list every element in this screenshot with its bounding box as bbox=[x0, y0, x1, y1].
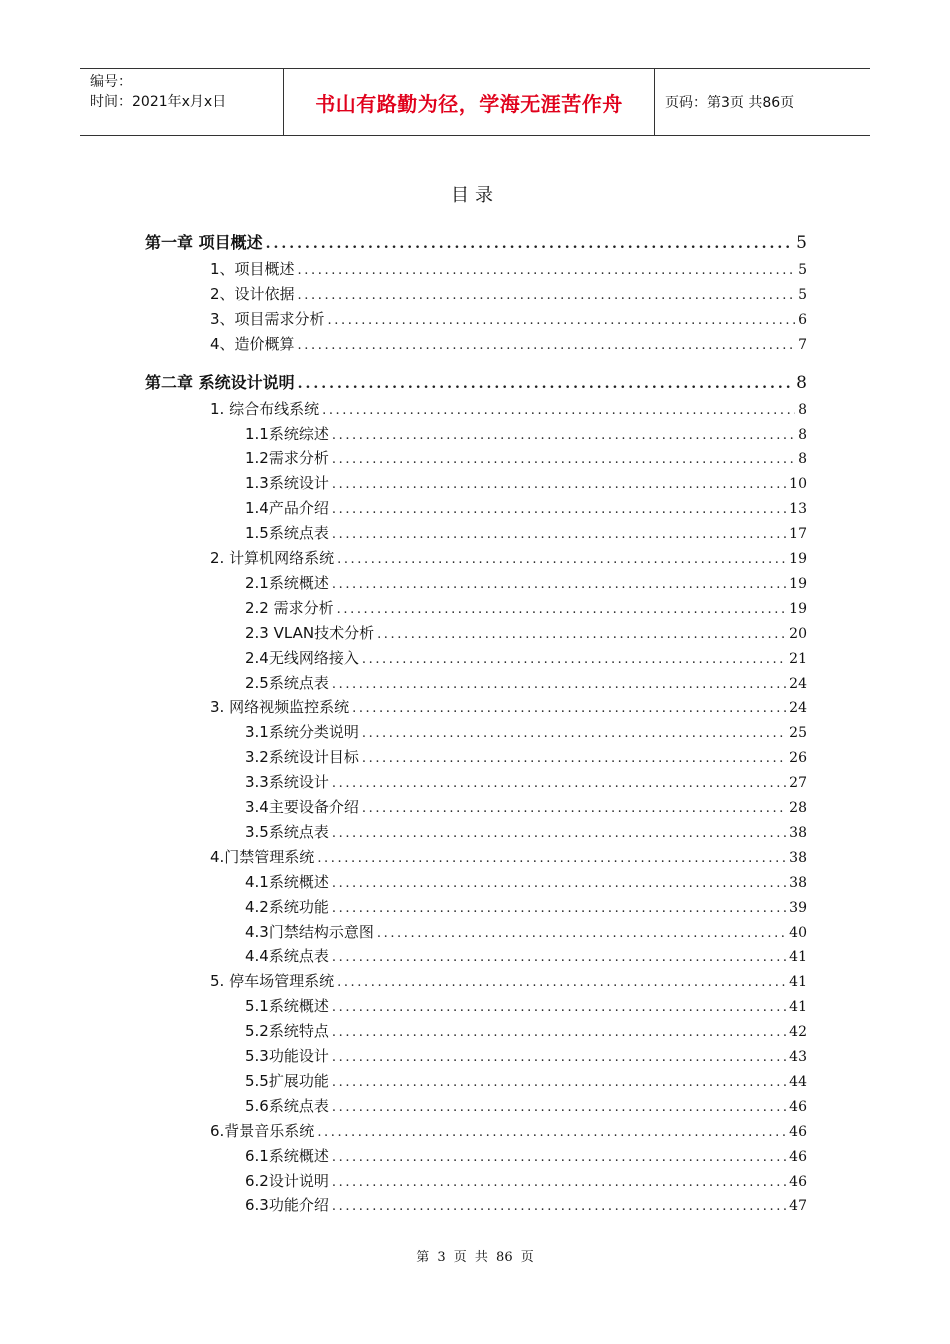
toc-entry-text: 3、项目需求分析 bbox=[210, 309, 325, 328]
toc-entry-page: 24 bbox=[789, 700, 807, 717]
toc-entry[interactable] bbox=[245, 770, 807, 795]
toc-entry-page: 38 bbox=[789, 874, 807, 891]
toc-dot-leader bbox=[332, 871, 786, 896]
toc-entry[interactable] bbox=[245, 671, 807, 696]
toc-entry[interactable] bbox=[245, 745, 807, 770]
toc-dot-leader bbox=[332, 1194, 786, 1219]
toc-entry[interactable] bbox=[210, 845, 807, 870]
toc-entry-text: 6.1系统概述 bbox=[245, 1146, 329, 1165]
toc-dot-leader bbox=[362, 746, 786, 771]
toc-entry-text: 4.3门禁结构示意图 bbox=[245, 922, 374, 941]
toc-entry-text: 1.1系统综述 bbox=[245, 424, 329, 443]
toc-entry-page: 40 bbox=[789, 924, 807, 941]
header-motto: 书山有路勤为径，学海无涯苦作舟 bbox=[283, 69, 655, 135]
toc-entry[interactable] bbox=[210, 546, 807, 571]
toc-entry-text: 1.4产品介绍 bbox=[245, 499, 329, 518]
toc-entry[interactable] bbox=[210, 307, 807, 332]
page-footer: 第 3 页 共 86 页 bbox=[416, 1250, 534, 1265]
toc-dot-leader bbox=[362, 647, 786, 672]
toc-entry-text: 3.5系统点表 bbox=[245, 822, 329, 841]
toc-entry-text: 2. 计算机网络系统 bbox=[210, 549, 335, 567]
toc-dot-leader bbox=[317, 1120, 786, 1145]
toc-entry[interactable] bbox=[245, 1193, 807, 1218]
toc-dot-leader bbox=[332, 1070, 786, 1095]
document-time-label: 时间：2021年x月x日 bbox=[90, 94, 227, 110]
toc-entry-text: 2、设计依据 bbox=[210, 284, 295, 303]
toc-entry-text: 4.2系统功能 bbox=[245, 897, 329, 916]
toc-dot-leader bbox=[322, 398, 795, 423]
toc-dot-leader bbox=[298, 283, 796, 308]
toc-entry-text: 6.2设计说明 bbox=[245, 1171, 329, 1190]
toc-dot-leader bbox=[332, 572, 786, 597]
toc-entry-page: 6 bbox=[798, 311, 807, 328]
toc-entry[interactable] bbox=[245, 571, 807, 596]
toc-entry-text: 3.3系统设计 bbox=[245, 773, 329, 792]
toc-entry-text: 3.4主要设备介绍 bbox=[245, 798, 359, 816]
toc-dot-leader bbox=[332, 447, 795, 472]
toc-entry[interactable] bbox=[245, 870, 807, 895]
toc-entry-page: 8 bbox=[796, 372, 807, 393]
toc-dot-leader bbox=[352, 696, 786, 721]
toc-entry[interactable] bbox=[245, 920, 807, 945]
toc-entry-text: 2.1系统概述 bbox=[245, 573, 329, 592]
page-header bbox=[80, 68, 870, 136]
toc-entry-text: 1.3系统设计 bbox=[245, 474, 329, 493]
toc-entry-text: 5. 停车场管理系统 bbox=[210, 972, 335, 991]
toc-dot-leader bbox=[332, 522, 786, 547]
toc-entry-text: 6.3功能介绍 bbox=[245, 1196, 329, 1215]
toc-dot-leader bbox=[332, 896, 786, 921]
toc-entry-text: 4、造价概算 bbox=[210, 334, 295, 353]
toc-entry-page: 13 bbox=[789, 501, 807, 518]
toc-entry[interactable] bbox=[245, 944, 807, 969]
toc-entry-page: 8 bbox=[798, 451, 807, 468]
toc-entry-page: 42 bbox=[789, 1024, 807, 1041]
toc-entry-page: 10 bbox=[789, 476, 807, 493]
toc-entry[interactable] bbox=[245, 621, 807, 646]
toc-entry[interactable] bbox=[245, 895, 807, 920]
toc-entry[interactable] bbox=[245, 1019, 807, 1044]
toc-entry-page: 38 bbox=[789, 849, 807, 866]
toc-entry-text: 4.1系统概述 bbox=[245, 872, 329, 891]
toc-entry-text: 1、项目概述 bbox=[210, 260, 295, 278]
toc-entry-text: 3.2系统设计目标 bbox=[245, 748, 359, 767]
toc-entry[interactable] bbox=[210, 332, 807, 357]
toc-entry-page: 24 bbox=[789, 675, 807, 692]
toc-entry[interactable] bbox=[245, 471, 807, 496]
toc-dot-leader bbox=[328, 308, 796, 333]
toc-entry-text: 3. 网络视频监控系统 bbox=[210, 698, 350, 717]
toc-dot-leader bbox=[332, 497, 786, 522]
toc-dot-leader bbox=[362, 796, 786, 821]
toc-entry-text: 5.6系统点表 bbox=[245, 1096, 329, 1115]
toc-dot-leader bbox=[362, 721, 786, 746]
toc-dot-leader bbox=[332, 1145, 786, 1170]
toc-entry-text: 2.5系统点表 bbox=[245, 673, 329, 692]
toc-entry-page: 5 bbox=[798, 286, 807, 303]
toc-dot-leader bbox=[332, 945, 786, 970]
toc-entry-page: 17 bbox=[789, 526, 807, 543]
toc-entry-text: 4.门禁管理系统 bbox=[210, 847, 315, 866]
toc-entry[interactable] bbox=[245, 1094, 807, 1119]
toc-entry-text: 1.2需求分析 bbox=[245, 449, 329, 468]
toc-dot-leader bbox=[337, 970, 786, 995]
toc-entry-page: 5 bbox=[796, 233, 807, 253]
toc-entry-page: 7 bbox=[798, 336, 807, 353]
toc-chapter-entry[interactable] bbox=[145, 226, 807, 260]
toc-entry[interactable] bbox=[245, 596, 807, 621]
toc-entry-page: 44 bbox=[789, 1073, 807, 1090]
toc-dot-leader bbox=[266, 227, 794, 261]
toc-entry-page: 38 bbox=[789, 824, 807, 841]
toc-dot-leader bbox=[332, 472, 786, 497]
toc-dot-leader bbox=[317, 846, 786, 871]
toc-entry-text: 5.3功能设计 bbox=[245, 1047, 329, 1065]
toc-entry-page: 8 bbox=[798, 426, 807, 443]
toc-entry-text: 5.1系统概述 bbox=[245, 997, 329, 1016]
toc-entry-text: 3.1系统分类说明 bbox=[245, 723, 359, 742]
toc-entry[interactable] bbox=[245, 1144, 807, 1169]
toc-dot-leader bbox=[298, 367, 794, 401]
toc-title: 目录 bbox=[451, 185, 499, 206]
toc-dot-leader bbox=[337, 597, 787, 622]
toc-dot-leader bbox=[332, 995, 786, 1020]
toc-entry-text: 2.3 VLAN技术分析 bbox=[245, 623, 375, 642]
toc-entry-text: 5.5扩展功能 bbox=[245, 1071, 329, 1090]
toc-entry[interactable] bbox=[210, 969, 807, 994]
toc-dot-leader bbox=[332, 1020, 786, 1045]
toc-entry[interactable] bbox=[210, 397, 807, 422]
toc-entry-text: 1. 综合布线系统 bbox=[210, 399, 320, 418]
toc-entry[interactable] bbox=[245, 446, 807, 471]
toc-dot-leader bbox=[298, 333, 796, 358]
toc-entry-text: 4.4系统点表 bbox=[245, 947, 329, 966]
toc-entry[interactable] bbox=[210, 1119, 807, 1144]
toc-entry[interactable] bbox=[245, 422, 807, 447]
toc-dot-leader bbox=[332, 821, 786, 846]
toc-entry-page: 5 bbox=[798, 262, 807, 278]
toc-entry-page: 28 bbox=[789, 800, 807, 816]
toc-dot-leader bbox=[332, 1095, 786, 1120]
toc-dot-leader bbox=[377, 921, 786, 946]
toc-entry[interactable] bbox=[245, 1069, 807, 1094]
toc-entry-page: 39 bbox=[789, 899, 807, 916]
toc-entry[interactable] bbox=[245, 720, 807, 745]
toc-dot-leader bbox=[332, 771, 786, 796]
toc-entry-page: 41 bbox=[789, 974, 807, 991]
toc-entry-text: 第一章 项目概述 bbox=[145, 233, 263, 252]
toc-entry-page: 41 bbox=[789, 999, 807, 1016]
toc-entry-text: 2.2 需求分析 bbox=[245, 598, 334, 617]
toc-dot-leader bbox=[298, 258, 796, 283]
toc-entry[interactable] bbox=[245, 496, 807, 521]
toc-entry-page: 8 bbox=[798, 401, 807, 418]
toc-entry-page: 46 bbox=[789, 1098, 807, 1115]
toc-entry-text: 1.5系统点表 bbox=[245, 524, 329, 543]
toc-entry-text: 第二章 系统设计说明 bbox=[145, 372, 295, 392]
toc-entry-page: 25 bbox=[789, 725, 807, 742]
toc-entry[interactable] bbox=[245, 795, 807, 820]
toc-entry[interactable] bbox=[245, 521, 807, 546]
toc-entry[interactable] bbox=[245, 646, 807, 671]
toc-entry-text: 5.2系统特点 bbox=[245, 1022, 329, 1041]
toc-entry-page: 47 bbox=[789, 1198, 807, 1215]
toc-entry-page: 46 bbox=[789, 1148, 807, 1165]
toc-entry-page: 19 bbox=[789, 575, 807, 592]
toc-entry-page: 19 bbox=[789, 600, 807, 617]
toc-dot-leader bbox=[337, 547, 786, 572]
toc-entry-page: 46 bbox=[789, 1173, 807, 1190]
toc-entry-text: 6.背景音乐系统 bbox=[210, 1121, 315, 1140]
toc-entry[interactable] bbox=[245, 820, 807, 845]
toc-entry-page: 43 bbox=[789, 1049, 807, 1065]
toc-entry[interactable] bbox=[245, 1169, 807, 1194]
toc-entry[interactable] bbox=[210, 282, 807, 307]
toc-entry-page: 21 bbox=[789, 650, 807, 667]
document-number-label: 编号： bbox=[90, 74, 132, 90]
toc-entry-page: 27 bbox=[789, 775, 807, 792]
toc-entry[interactable] bbox=[210, 257, 807, 282]
toc-dot-leader bbox=[332, 1045, 786, 1070]
toc-entry-page: 41 bbox=[789, 949, 807, 966]
toc-entry-page: 19 bbox=[789, 551, 807, 567]
toc-dot-leader bbox=[332, 423, 795, 448]
toc-entry-page: 26 bbox=[789, 750, 807, 767]
toc-chapter-entry[interactable] bbox=[145, 366, 807, 400]
toc-entry-page: 46 bbox=[789, 1123, 807, 1140]
toc-dot-leader bbox=[377, 622, 786, 647]
toc-dot-leader bbox=[332, 1170, 786, 1195]
toc-entry[interactable] bbox=[245, 994, 807, 1019]
toc-entry-page: 20 bbox=[789, 625, 807, 642]
toc-entry-text: 2.4无线网络接入 bbox=[245, 648, 359, 667]
toc-entry[interactable] bbox=[210, 695, 807, 720]
header-page-info: 页码：第3页 共86页 bbox=[665, 95, 795, 111]
toc-dot-leader bbox=[332, 672, 786, 697]
header-meta bbox=[80, 69, 283, 135]
toc-entry[interactable] bbox=[245, 1044, 807, 1069]
